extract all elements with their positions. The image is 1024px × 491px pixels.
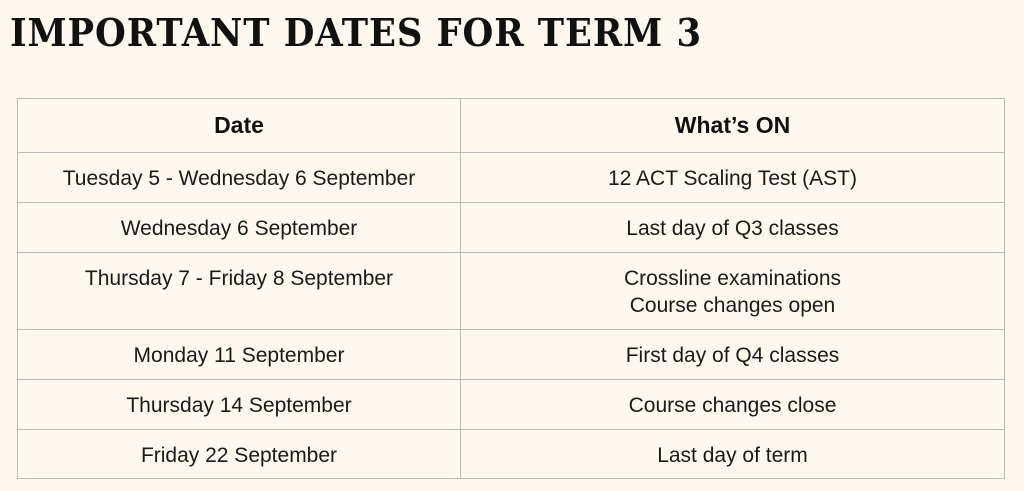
event-cell xyxy=(461,380,1005,430)
column-header-whats-on: What’s ON xyxy=(461,99,1005,153)
date-cell: Wednesday 6 September xyxy=(18,203,461,253)
event-text: Crossline examinations xyxy=(623,267,842,290)
date-cell: Friday 22 September xyxy=(18,430,461,479)
date-cell: Tuesday 5 - Wednesday 6 September xyxy=(18,153,461,203)
event-text: Course changes open xyxy=(629,294,836,317)
event-cell xyxy=(461,253,1005,330)
event-text: Course changes close xyxy=(628,394,837,417)
event-cell xyxy=(461,153,1005,203)
event-cell xyxy=(461,430,1005,479)
event-text: Last day of term xyxy=(657,444,808,467)
event-text: First day of Q4 classes xyxy=(625,344,840,367)
column-header-date: Date xyxy=(18,99,461,153)
table-row xyxy=(18,153,1005,203)
table-row xyxy=(18,253,1005,330)
important-dates-table xyxy=(17,98,1005,479)
event-text: 12 ACT Scaling Test (AST) xyxy=(608,167,857,190)
table-row xyxy=(18,430,1005,479)
page-title: IMPORTANT DATES FOR TERM 3 xyxy=(10,10,702,55)
event-text: Last day of Q3 classes xyxy=(626,217,839,240)
event-cell xyxy=(461,330,1005,380)
table-row xyxy=(18,203,1005,253)
table-row xyxy=(18,330,1005,380)
date-cell: Thursday 7 - Friday 8 September xyxy=(18,253,461,330)
event-cell xyxy=(461,203,1005,253)
date-cell: Monday 11 September xyxy=(18,330,461,380)
date-cell: Thursday 14 September xyxy=(18,380,461,430)
table-header-row xyxy=(18,99,1005,153)
table-row xyxy=(18,380,1005,430)
